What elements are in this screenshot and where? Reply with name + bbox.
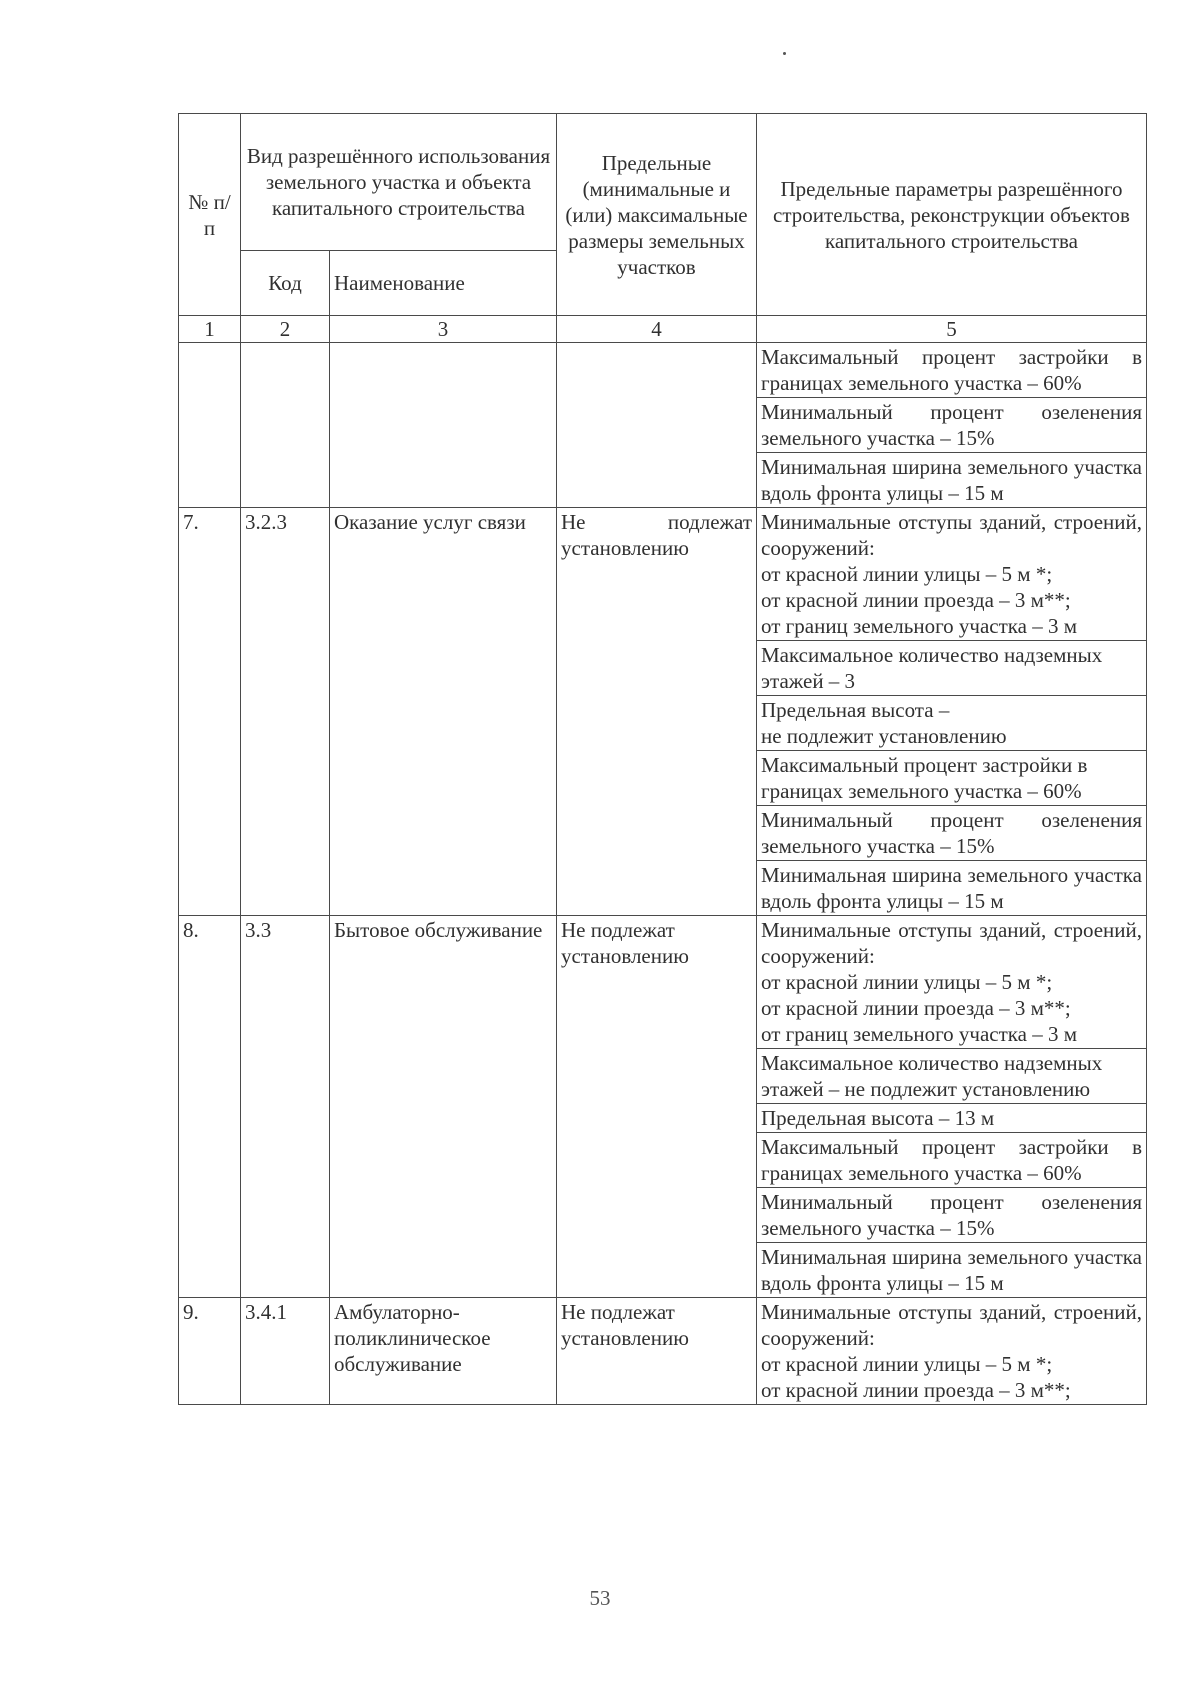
param-line: от красной линии проезда – 3 м**; <box>761 996 1071 1020</box>
col-number: 3 <box>330 316 557 343</box>
cell-num: 9. <box>179 1298 241 1405</box>
col-number: 5 <box>757 316 1147 343</box>
page-number: 53 <box>589 1586 611 1610</box>
param-cell: Максимальное количество надземных этажей – не подлежит установлению <box>757 1049 1147 1104</box>
param-cell: Максимальное количество надземных этажей – 3 <box>757 641 1147 696</box>
table-row <box>179 508 1147 641</box>
cell-code: 3.4.1 <box>241 1298 330 1405</box>
table-row <box>179 1298 1147 1405</box>
col-number: 4 <box>557 316 757 343</box>
param-line: от красной линии улицы – 5 м *; <box>761 970 1053 994</box>
param-cell <box>757 696 1147 751</box>
col-number: 2 <box>241 316 330 343</box>
cell-code <box>241 343 330 508</box>
param-cell: Максимальный процент застройки в границах земельного участка – 60% <box>757 751 1147 806</box>
param-line: от границ земельного участка – 3 м <box>761 614 1078 638</box>
scan-speck <box>783 52 786 55</box>
cell-size: Не подлежат установлению <box>557 1298 757 1405</box>
param-cell: Максимальный процент застройки в границах земельного участка – 60% <box>757 343 1147 398</box>
param-line: от границ земельного участка – 3 м <box>761 1022 1078 1046</box>
cell-size: Не подлежат установлению <box>557 916 757 1298</box>
cell-code: 3.3 <box>241 916 330 1298</box>
param-cell <box>757 916 1147 1049</box>
regulations-table <box>178 113 1147 1405</box>
param-cell: Минимальный процент озеленения земельного участка – 15% <box>757 806 1147 861</box>
cell-num: 8. <box>179 916 241 1298</box>
param-cell: Минимальная ширина земельного участка вдоль фронта улицы – 15 м <box>757 453 1147 508</box>
param-line: Минимальные отступы зданий, строений, сооружений: <box>761 510 1142 560</box>
param-line: от красной линии улицы – 5 м *; <box>761 562 1053 586</box>
table-row <box>179 343 1147 398</box>
param-cell: Минимальный процент озеленения земельного участка – 15% <box>757 1188 1147 1243</box>
param-line: не подлежит установлению <box>761 724 1007 748</box>
param-line: от красной линии проезда – 3 м**; <box>761 1378 1071 1402</box>
header-num: № п/п <box>179 114 241 316</box>
cell-size <box>557 343 757 508</box>
param-line: Минимальные отступы зданий, строений, сооружений: <box>761 918 1142 968</box>
header-code: Код <box>241 251 330 316</box>
param-cell: Максимальный процент застройки в границах земельного участка – 60% <box>757 1133 1147 1188</box>
header-plot-sizes: Предельные (минимальные и (или) максимальные размеры земельных участков <box>557 114 757 316</box>
cell-num: 7. <box>179 508 241 916</box>
header-row <box>179 114 1147 251</box>
cell-name: Бытовое обслуживание <box>330 916 557 1298</box>
param-line: Минимальные отступы зданий, строений, сооружений: <box>761 1300 1142 1350</box>
cell-size: Не подлежат установлению <box>557 508 757 916</box>
table-row <box>179 916 1147 1049</box>
cell-name: Оказание услуг связи <box>330 508 557 916</box>
cell-name <box>330 343 557 508</box>
param-cell: Минимальная ширина земельного участка вдоль фронта улицы – 15 м <box>757 861 1147 916</box>
param-line: от красной линии проезда – 3 м**; <box>761 588 1071 612</box>
cell-num <box>179 343 241 508</box>
col-number: 1 <box>179 316 241 343</box>
param-cell: Минимальная ширина земельного участка вдоль фронта улицы – 15 м <box>757 1243 1147 1298</box>
param-cell <box>757 508 1147 641</box>
param-line: от красной линии улицы – 5 м *; <box>761 1352 1053 1376</box>
column-numbers-row <box>179 316 1147 343</box>
cell-name: Амбулаторно-поликлиническое обслуживание <box>330 1298 557 1405</box>
param-cell <box>757 1298 1147 1405</box>
param-cell: Предельная высота – 13 м <box>757 1104 1147 1133</box>
header-name: Наименование <box>330 251 557 316</box>
cell-code: 3.2.3 <box>241 508 330 916</box>
param-cell: Минимальный процент озеленения земельного участка – 15% <box>757 398 1147 453</box>
param-line: Предельная высота – <box>761 698 950 722</box>
header-params: Предельные параметры разрешённого строительства, реконструкции объектов капитального строительства <box>757 114 1147 316</box>
header-use-type: Вид разрешённого использования земельного участка и объекта капитального строительства <box>241 114 557 251</box>
